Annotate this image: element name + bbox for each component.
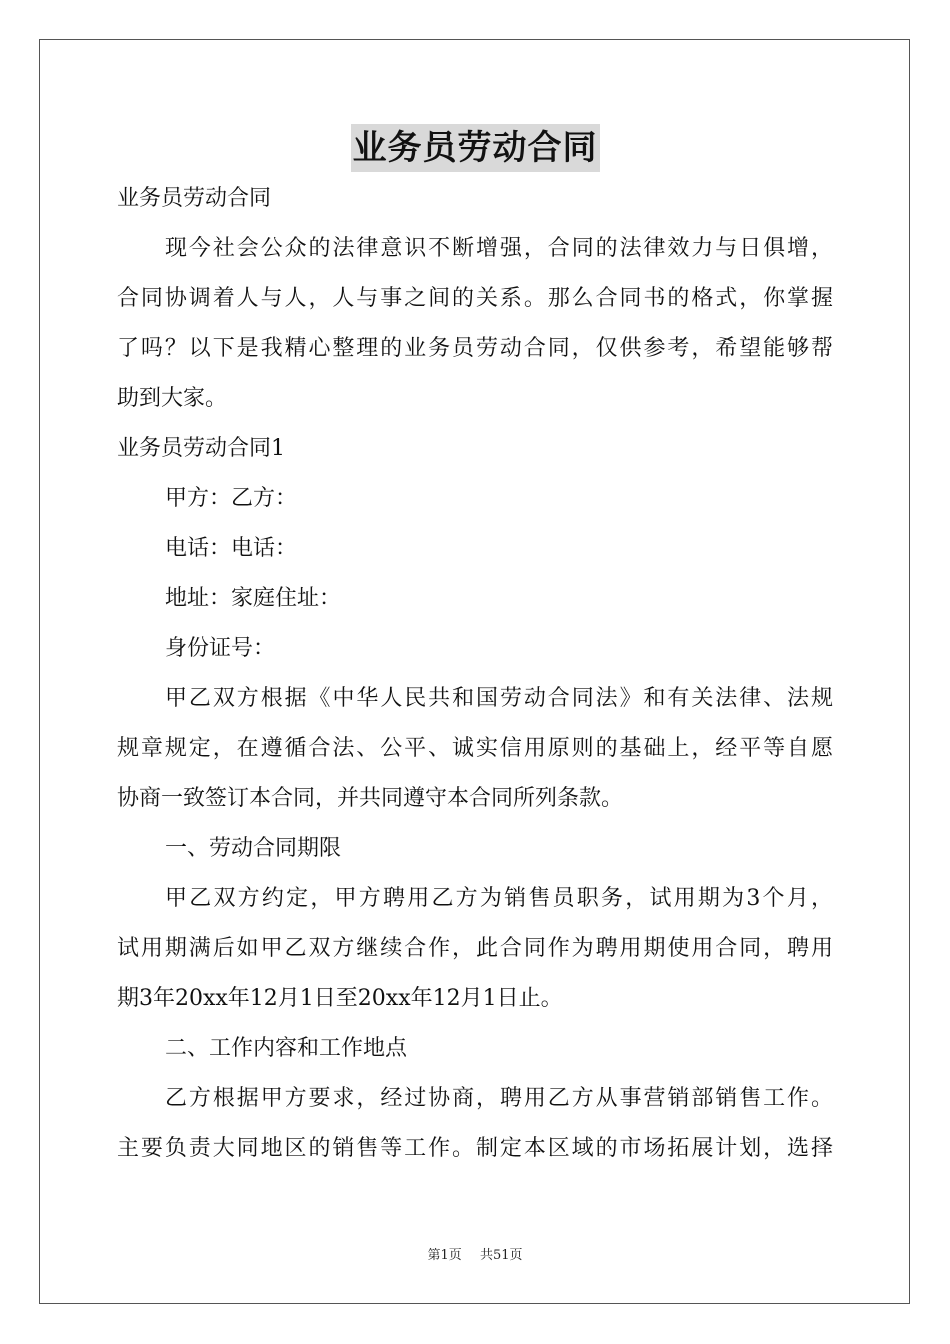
paragraph-line: 现今社会公众的法律意识不断增强，合同的法律效力与日俱增， (165, 236, 833, 261)
paragraph-line: 合同协调着人与人，人与事之间的关系。那么合同书的格式，你掌握 (117, 286, 833, 311)
paragraph-line: 期3年20xx年12月1日至20xx年12月1日止。 (117, 986, 563, 1011)
page-footer (0, 1244, 950, 1263)
title-container (0, 124, 950, 172)
paragraph-line: 协商一致签订本合同，并共同遵守本合同所列条款。 (117, 786, 624, 811)
paragraph-line: 规章规定，在遵循合法、公平、诚实信用原则的基础上，经平等自愿 (117, 736, 833, 761)
address-line: 地址：家庭住址： (165, 586, 342, 611)
clause-heading: 二、工作内容和工作地点 (165, 1036, 408, 1061)
paragraph-line: 乙方根据甲方要求，经过协商，聘用乙方从事营销部销售工作。 (165, 1086, 833, 1111)
paragraph-line: 了吗？以下是我精心整理的业务员劳动合同，仅供参考，希望能够帮 (117, 336, 833, 361)
total-pages: 共51页 (479, 1248, 523, 1263)
page-number: 第1页 (427, 1248, 462, 1263)
party-line: 甲方：乙方： (165, 486, 298, 511)
paragraph-line: 试用期满后如甲乙双方继续合作，此合同作为聘用期使用合同，聘用 (117, 936, 833, 961)
paragraph-line: 甲乙双方约定，甲方聘用乙方为销售员职务，试用期为3个月， (165, 886, 833, 911)
paragraph-line: 甲乙双方根据《中华人民共和国劳动合同法》和有关法律、法规 (165, 686, 833, 711)
paragraph-line: 主要负责大同地区的销售等工作。制定本区域的市场拓展计划，选择 (117, 1136, 833, 1161)
document-title: 业务员劳动合同 (351, 124, 600, 172)
clause-heading: 一、劳动合同期限 (165, 836, 342, 861)
id-number-line: 身份证号： (165, 636, 276, 661)
paragraph-line: 助到大家。 (117, 386, 228, 411)
section-heading: 业务员劳动合同1 (117, 436, 285, 461)
phone-line: 电话：电话： (165, 536, 298, 561)
subtitle-line: 业务员劳动合同 (117, 186, 272, 211)
